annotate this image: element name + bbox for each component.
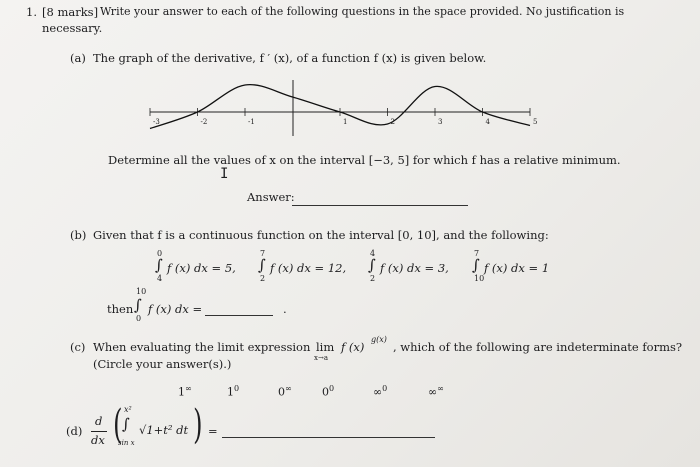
form-exponent: 0: [382, 384, 388, 393]
d-lower-limit: sin x: [118, 439, 135, 447]
instruction-text-2: necessary.: [42, 21, 103, 35]
question-number: 1.: [26, 5, 37, 19]
form-base: ∞: [428, 385, 438, 399]
answer-label: Answer:: [247, 190, 295, 204]
d-equals: =: [208, 424, 218, 438]
part-a-label: (a): [70, 51, 86, 65]
d-integral-sign: ∫: [122, 415, 130, 433]
form-base: ∞: [373, 385, 383, 399]
part-c-text: When evaluating the limit expression: [93, 340, 311, 354]
x-tick-label: 5: [533, 118, 538, 126]
integral-body: f (x) dx = 1: [484, 261, 550, 275]
x-tick-label: 1: [343, 118, 348, 126]
integral-upper-limit: 0: [157, 249, 163, 258]
x-tick-label: 4: [485, 118, 490, 126]
part-d-label: (d): [66, 424, 83, 438]
lim-exponent: g(x): [371, 335, 387, 344]
part-c-instruction: (Circle your answer(s).): [93, 357, 232, 371]
then-period: .: [283, 302, 287, 316]
then-lower-limit: 0: [136, 314, 142, 323]
indeterminate-form-option[interactable]: [227, 384, 239, 399]
then-integral-sign: ∫: [134, 296, 142, 314]
indeterminate-form-option[interactable]: [428, 384, 444, 399]
instruction-text: Write your answer to each of the following questions in the space provided. No justification is: [100, 5, 625, 18]
integral-lower-limit: 4: [157, 274, 163, 283]
x-tick-label: -2: [200, 118, 208, 126]
integral-sign: ∫: [258, 256, 266, 274]
x-tick-label: 3: [438, 118, 443, 126]
lim-word: lim: [316, 340, 335, 354]
integral-lower-limit: 2: [260, 274, 266, 283]
form-base: 0: [322, 385, 329, 399]
integral-lower-limit: 10: [474, 274, 485, 283]
answer-blank-d[interactable]: [222, 437, 435, 438]
x-tick-label: 2: [390, 118, 395, 126]
integral-sign: ∫: [472, 256, 480, 274]
d-numerator: d: [95, 414, 103, 428]
form-exponent: 0: [234, 384, 240, 393]
lim-expression: f (x): [341, 340, 365, 354]
d-integrand: √1+t² dt: [139, 423, 189, 437]
form-exponent: ∞: [437, 384, 444, 393]
then-label: then: [107, 302, 134, 316]
integral-upper-limit: 7: [260, 249, 266, 258]
x-tick-label: -1: [248, 118, 255, 126]
part-a-text: The graph of the derivative, f ′ (x), of a function f (x) is given below.: [93, 51, 487, 65]
indeterminate-form-option[interactable]: [278, 384, 292, 399]
answer-blank-a[interactable]: [292, 205, 468, 206]
lim-subscript: x→a: [314, 354, 328, 362]
fraction-bar: [91, 431, 107, 432]
answer-blank-b[interactable]: [205, 315, 273, 316]
form-exponent: ∞: [185, 384, 192, 393]
left-paren: (: [113, 402, 123, 448]
form-base: 1: [178, 385, 185, 399]
part-c-label: (c): [70, 340, 86, 354]
part-b-label: (b): [70, 228, 87, 242]
then-upper-limit: 10: [136, 287, 147, 296]
x-tick-label: -3: [153, 118, 160, 126]
text-cursor-icon: I: [220, 166, 229, 182]
indeterminate-form-option[interactable]: [373, 384, 387, 399]
derivative-graph: [140, 78, 540, 138]
then-integrand: f (x) dx =: [148, 302, 203, 316]
integral-body: f (x) dx = 5,: [167, 261, 236, 275]
integral-body: f (x) dx = 12,: [270, 261, 347, 275]
integral-sign: ∫: [368, 256, 376, 274]
marks-label: [8 marks]: [42, 5, 99, 19]
form-exponent: 0: [329, 384, 335, 393]
form-base: 1: [227, 385, 234, 399]
part-b-text: Given that f is a continuous function on the interval [0, 10], and the following:: [93, 228, 549, 242]
part-a-question: Determine all the values of x on the interval [−3, 5] for which f has a relative minimum.: [108, 153, 621, 167]
form-base: 0: [278, 385, 285, 399]
integral-upper-limit: 4: [370, 249, 376, 258]
part-c-text-2: , which of the following are indeterminate forms?: [393, 340, 683, 354]
d-upper-limit: x²: [124, 405, 132, 414]
d-denominator: dx: [91, 433, 105, 447]
integral-upper-limit: 7: [474, 249, 480, 258]
integral-sign: ∫: [155, 256, 163, 274]
integral-body: f (x) dx = 3,: [380, 261, 449, 275]
form-exponent: ∞: [285, 384, 292, 393]
integral-lower-limit: 2: [370, 274, 376, 283]
indeterminate-form-option[interactable]: [322, 384, 334, 399]
indeterminate-form-option[interactable]: [178, 384, 192, 399]
right-paren: ): [193, 402, 203, 448]
